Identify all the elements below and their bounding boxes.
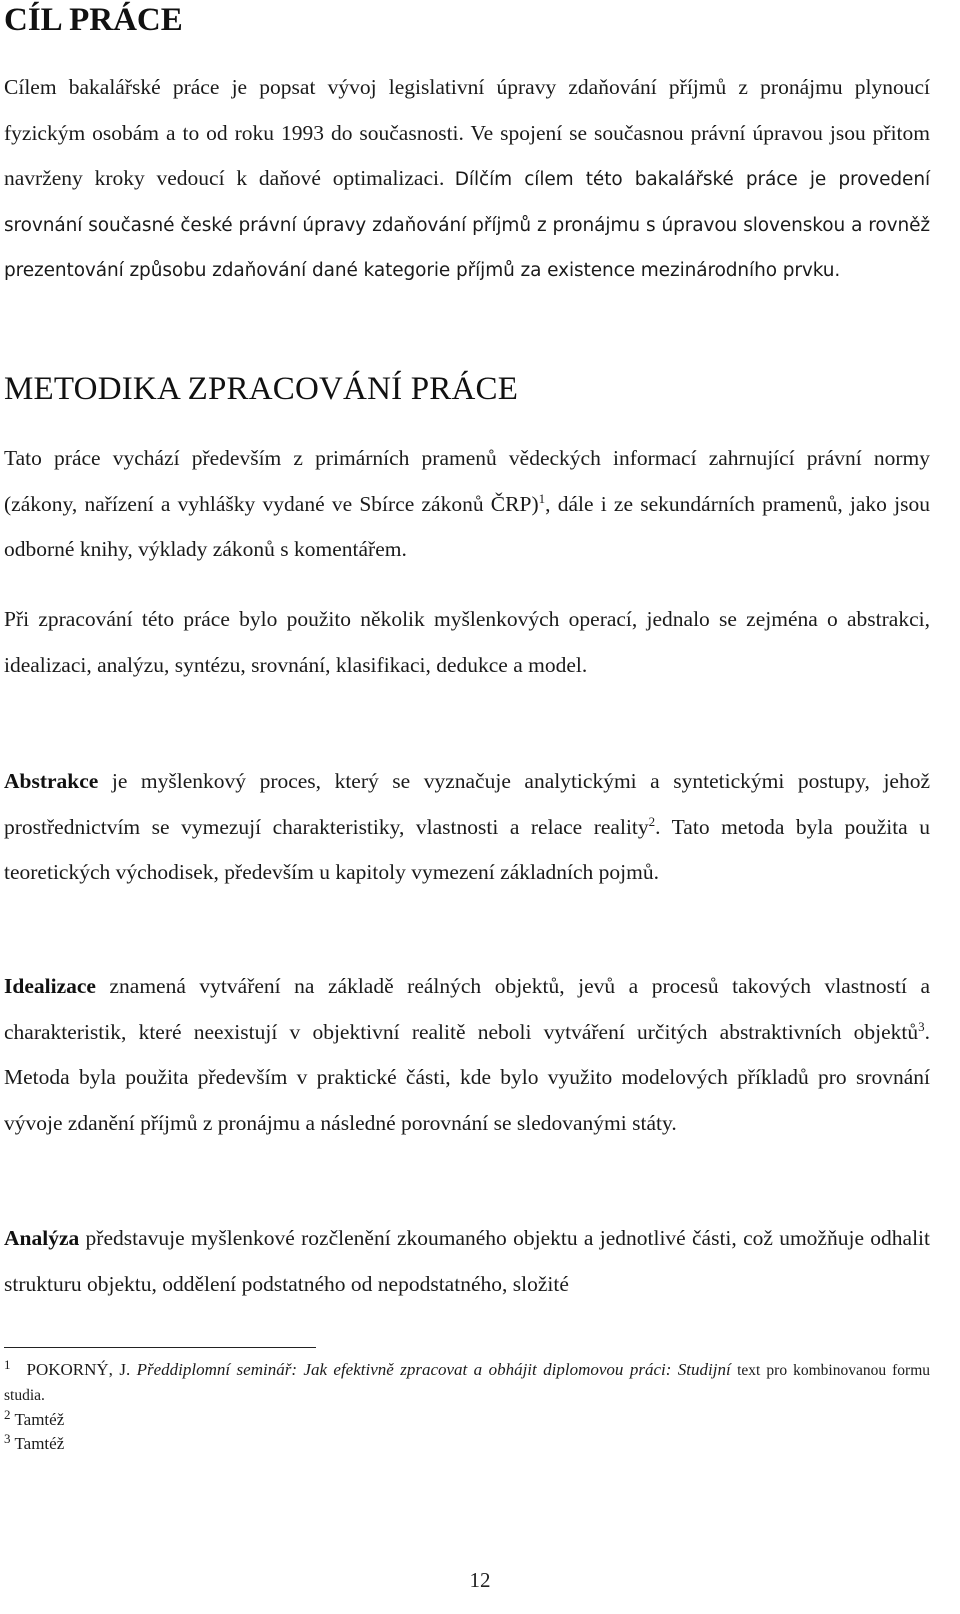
goal-paragraph-part2: Dílčím cílem této bakalářské práce je provedení srovnání současné české právní úpravy zdaňování příjmů z pronájmu s úpravou slovenskou a rovněž prezentování způsobu zdaňování dané kategorie příjmů za existence mezinárodního prvku. (4, 169, 931, 281)
analysis-text: představuje myšlenkové rozčlenění zkoumaného objektu a jednotlivé části, což umožňuje odhalit strukturu objektu, oddělení podstatného od nepodstatného, složité (4, 1226, 930, 1296)
footnote-3-number: 3 (4, 1431, 11, 1446)
goal-paragraph-part1: Cílem bakalářské práce je popsat vývoj legislativní úpravy zdaňování příjmů z pronájmu plynoucí fyzickým osobám a to od roku 1993 do současnosti. Ve spojení se současnou právní úpravou jsou přitom navrženy kroky vedoucí k daňové optimalizaci. (4, 75, 930, 190)
footnote-1-author: POKORNÝ, J. (26, 1360, 131, 1379)
abstraction-paragraph (4, 759, 930, 896)
footnote-separator (4, 1347, 316, 1348)
heading-goal: CÍL PRÁCE (4, 2, 183, 38)
method-paragraph-text: Tato práce vychází především z primárních pramenů vědeckých informací zahrnující právní normy (zákony, nařízení a vyhlášky vydané ve Sbírce zákonů ČRP) (4, 446, 930, 516)
idealization-text: znamená vytváření na základě reálných objektů, jevů a procesů takových vlastností a charakteristik, které neexistují v objektivní realitě neboli vytváření určitých abstraktivních objektů (4, 974, 930, 1044)
analysis-paragraph (4, 1216, 930, 1307)
operations-paragraph: Při zpracování této práce bylo použito několik myšlenkových operací, jednalo se zejména o abstrakci, idealizaci, analýzu, syntézu, srovnání, klasifikaci, dedukce a model. (4, 607, 930, 677)
idealization-paragraph (4, 964, 930, 1146)
goal-paragraph (4, 65, 930, 294)
footnote-1-title: Předdiplomní seminář: Jak efektivně zpracovat a obhájit diplomovou práci: Studijní (136, 1360, 731, 1379)
footnote-1-number: 1 (4, 1357, 11, 1372)
idealization-term: Idealizace (4, 974, 96, 998)
footnote-1-rest: text pro kombinovanou formu studia. (4, 1362, 931, 1404)
abstraction-text: je myšlenkový proces, který se vyznačuje analytickými a syntetickými postupy, jehož prostřednictvím se vymezují charakteristiky, vlastnosti a relace reality (4, 769, 930, 839)
footnote-3 (4, 1432, 930, 1456)
abstraction-term: Abstrakce (4, 769, 99, 793)
footnote-2 (4, 1408, 930, 1432)
footnote-2-text: Tamtéž (14, 1410, 65, 1429)
method-paragraph-text-2: , dále i ze sekundárních pramenů, jako jsou odborné knihy, výklady zákonů s komentářem. (4, 491, 930, 561)
analysis-term: Analýza (4, 1226, 80, 1250)
heading-method: METODIKA ZPRACOVÁNÍ PRÁCE (4, 371, 519, 407)
footnote-3-text: Tamtéž (14, 1434, 65, 1453)
method-paragraph (4, 436, 930, 573)
idealization-text-2: . Metoda byla použita především v praktické části, kde bylo využito modelových příkladů pro srovnání vývoje zdanění příjmů z pronájmu a následné porovnání se sledovanými státy. (4, 1019, 930, 1135)
footnotes (4, 1358, 930, 1456)
abstraction-text-2: . Tato metoda byla použita u teoretických východisek, především u kapitoly vymezení základních pojmů. (4, 814, 931, 884)
footnote-2-number: 2 (4, 1407, 11, 1422)
page-number: 12 (469, 1568, 491, 1592)
footnote-ref-3: 3 (918, 1018, 925, 1034)
footnote-1 (4, 1358, 930, 1408)
footnote-ref-1: 1 (538, 490, 546, 506)
footnote-ref-2: 2 (648, 813, 656, 829)
